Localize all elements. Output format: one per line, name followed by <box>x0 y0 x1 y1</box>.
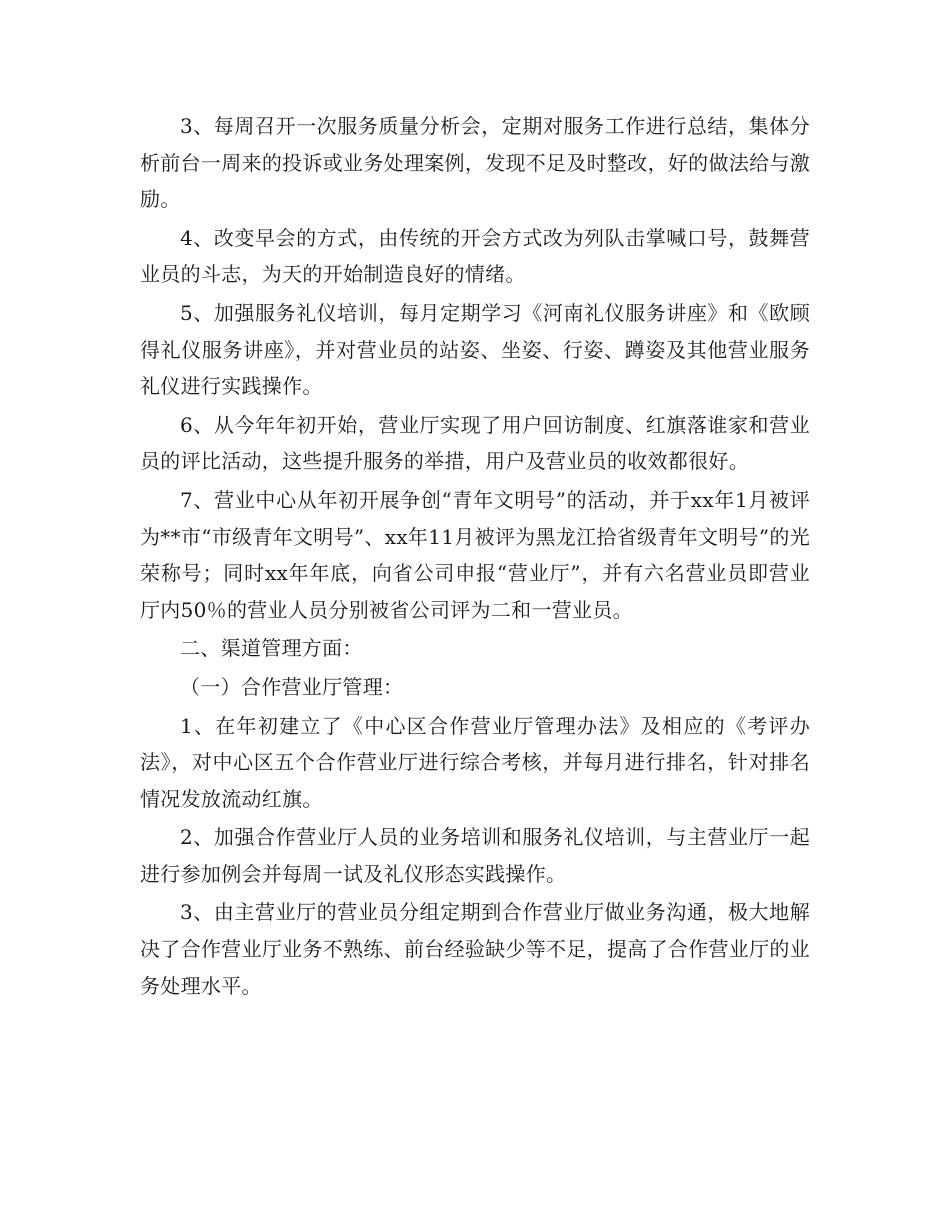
paragraph-morning-meeting: 4、改变早会的方式，由传统的开会方式改为列队击掌喊口号，鼓舞营业员的斗志，为天的开始制造良好的情绪。 <box>140 225 810 287</box>
paragraph-etiquette-training: 5、加强服务礼仪培训，每月定期学习《河南礼仪服务讲座》和《欧顾得礼仪服务讲座》，并对营业员的站姿、坐姿、行姿、蹲姿及其他营业服务礼仪进行实践操作。 <box>140 300 810 399</box>
paragraph-civilization-title: 7、营业中心从年初开展争创“青年文明号”的活动，并于xx年1月被评为**市“市级青年文明号”、xx年11月被评为黑龙江拾省级青年文明号”的光荣称号；同时xx年年底，向省公司申报“营业厅”，并有六名营业员即营业厅内50％的营业人员分别被省公司评为二和一营业员。 <box>140 487 810 622</box>
subsection-heading-partner-hall: （一）合作营业厅管理： <box>180 674 404 699</box>
document-page <box>140 108 810 1006</box>
paragraph-partner-hall-rules: 1、在年初建立了《中心区合作营业厅管理办法》及相应的《考评办法》，对中心区五个合作营业厅进行综合考核，并每月进行排名，针对排名情况发放流动红旗。 <box>140 713 810 811</box>
paragraph-user-callback: 6、从今年年初开始，营业厅实现了用户回访制度、红旗落谁家和营业员的评比活动，这些提升服务的举措，用户及营业员的收效都很好。 <box>140 412 810 474</box>
paragraph-service-analysis-meeting: 3、每周召开一次服务质量分析会，定期对服务工作进行总结，集体分析前台一周来的投诉或业务处理案例，发现不足及时整改，好的做法给与激励。 <box>140 114 810 212</box>
section-heading-channel-management: 二、渠道管理方面： <box>180 636 363 661</box>
paragraph-partner-hall-communication: 3、由主营业厅的营业员分组定期到合作营业厅做业务沟通，极大地解决了合作营业厅业务不熟练、前台经验缺少等不足，提高了合作营业厅的业务处理水平。 <box>140 900 810 998</box>
paragraph-partner-hall-training: 2、加强合作营业厅人员的业务培训和服务礼仪培训，与主营业厅一起进行参加例会并每周一试及礼仪形态实践操作。 <box>140 825 810 886</box>
